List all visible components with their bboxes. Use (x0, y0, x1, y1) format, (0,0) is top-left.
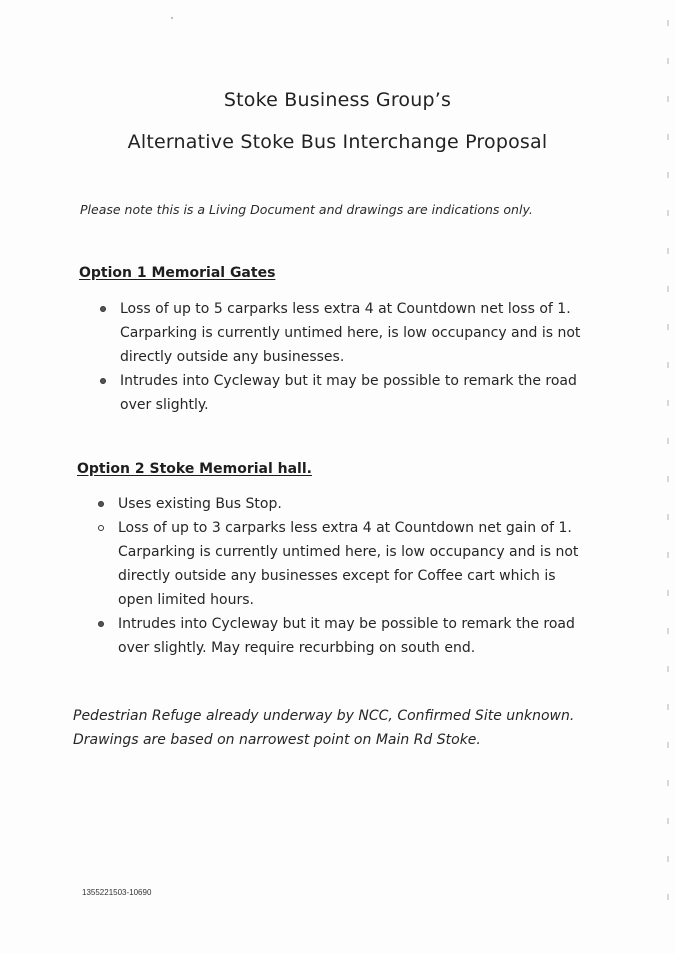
bullet-text: Intrudes into Cycleway but it may be possible to remark the road over slightly. May require recurbbing on south end. (118, 616, 575, 656)
option-1-bullets (96, 297, 596, 417)
scan-speck (171, 17, 173, 19)
bullet-text: Uses existing Bus Stop. (118, 496, 282, 512)
list-item (94, 492, 594, 516)
list-item (94, 612, 594, 660)
document-id: 1355221503-10690 (82, 888, 152, 897)
closing-note: Pedestrian Refuge already underway by NCC, Confirmed Site unknown. Drawings are based on narrowest point on Main Rd Stoke. (73, 708, 575, 748)
list-item (94, 516, 594, 612)
bullet-icon (100, 306, 106, 312)
living-document-note: Please note this is a Living Document and drawings are indications only. (80, 202, 533, 217)
title-line-2: Alternative Stoke Bus Interchange Proposal (127, 131, 548, 153)
option-1-heading: Option 1 Memorial Gates (79, 265, 276, 281)
list-item (96, 369, 596, 417)
bullet-text: Intrudes into Cycleway but it may be possible to remark the road over slightly. (120, 373, 577, 413)
title-line-1: Stoke Business Group’s (223, 89, 452, 111)
option-2-heading: Option 2 Stoke Memorial hall. (77, 461, 312, 477)
bullet-icon (98, 525, 104, 531)
bullet-icon (98, 621, 104, 627)
bullet-text: Loss of up to 3 carparks less extra 4 at Countdown net gain of 1. Carparking is currently untimed here, is low occupancy and is not directly outside any businesses except for Coffee cart which is open limited hours. (118, 520, 579, 608)
bullet-icon (100, 378, 106, 384)
bullet-text: Loss of up to 5 carparks less extra 4 at Countdown net loss of 1. Carparking is currently untimed here, is low occupancy and is not directly outside any businesses. (120, 301, 581, 365)
bullet-icon (98, 501, 104, 507)
list-item (96, 297, 596, 369)
option-2-bullets (94, 492, 594, 660)
